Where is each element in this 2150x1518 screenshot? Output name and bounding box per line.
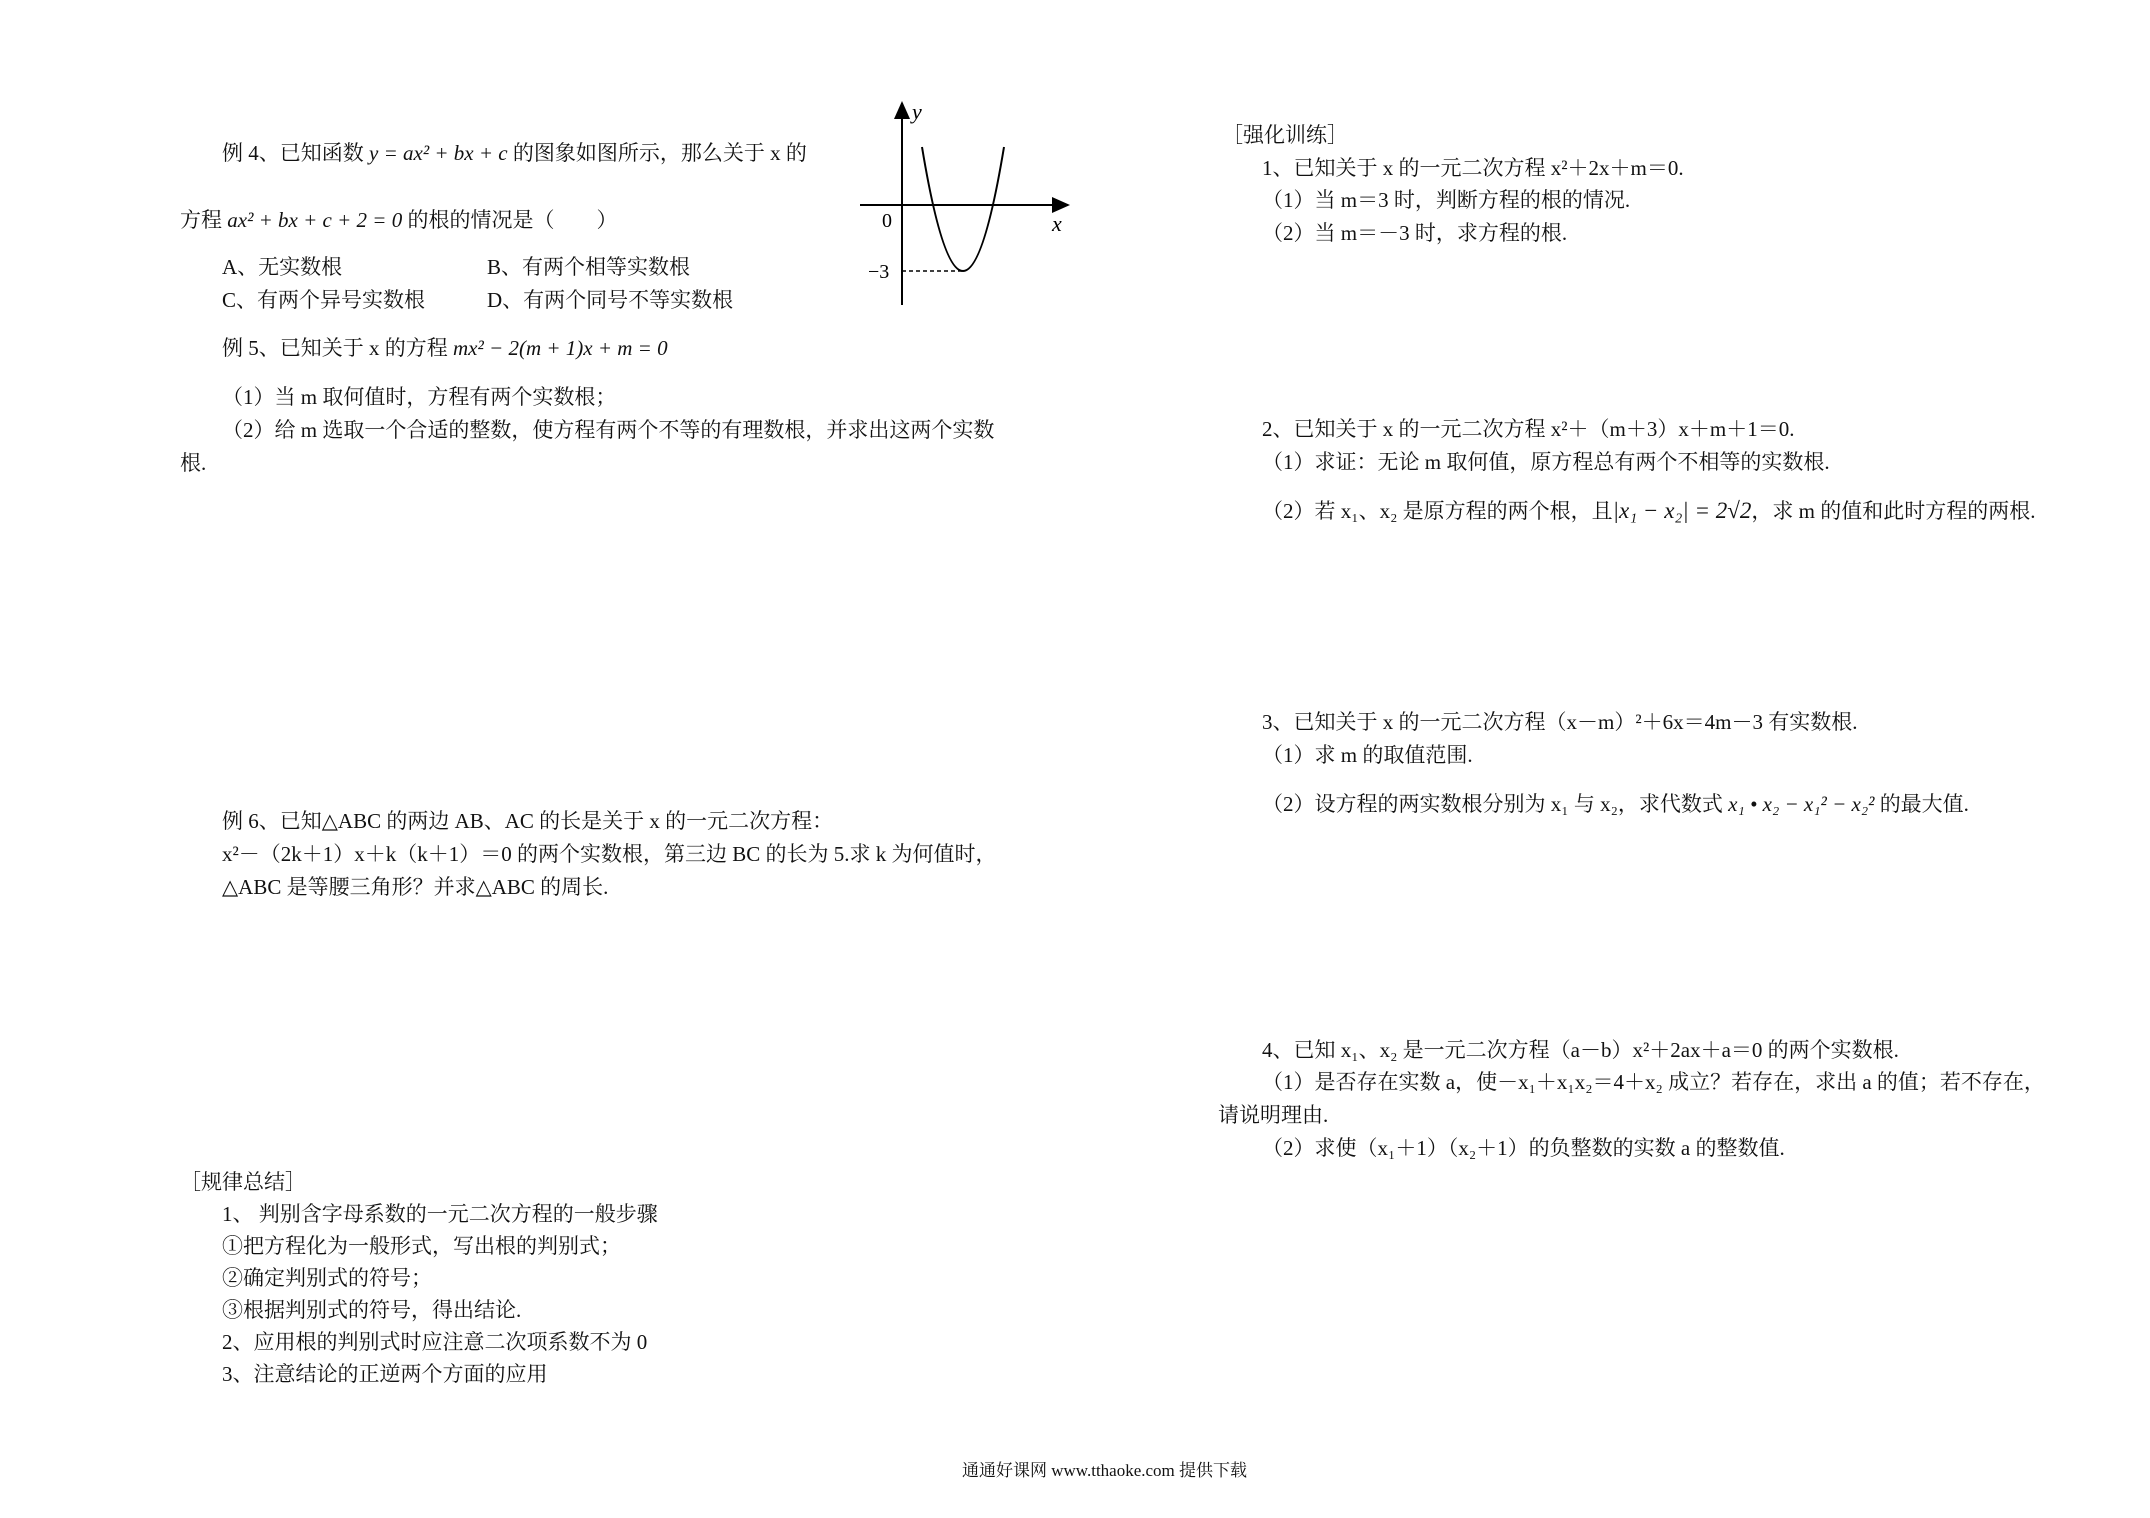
ex4-option-c: C、有两个异号实数根 [222, 288, 426, 312]
p3-question-1: （1）求 m 的取值范围. [1262, 743, 1473, 767]
parabola-curve [922, 147, 1004, 271]
summary-item: ①把方程化为一般形式，写出根的判别式； [222, 1234, 621, 1258]
ex6-line-2: x²－（2k＋1）x＋k（k＋1）＝0 的两个实数根，第三边 BC 的长为 5.求 k 为何值时， [222, 842, 997, 866]
summary-item: 1、 判别含字母系数的一元二次方程的一般步骤 [222, 1202, 658, 1226]
min-value-label: −3 [868, 261, 890, 283]
ex4-option-a: A、无实数根 [222, 255, 343, 279]
ex4-option-d: D、有两个同号不等实数根 [487, 288, 734, 312]
p2-question-1: （1）求证：无论 m 取何值，原方程总有两个不相等的实数根. [1262, 450, 1830, 474]
p1-question-2: （2）当 m＝－3 时，求方程的根. [1262, 221, 1568, 245]
p3-question-2: （2）设方程的两实数根分别为 x₁ 与 x₂，求代数式 x₁ • x₂ − x₁² − x₂² 的最大值. [1262, 792, 1969, 816]
ex5-question-2a: （2）给 m 选取一个合适的整数，使方程有两个不等的有理数根，并求出这两个实数 [222, 418, 995, 442]
p4-question-1a: （1）是否存在实数 a，使－x₁＋x₁x₂＝4＋x₂ 成立？若存在，求出 a 的值；若不存在， [1262, 1070, 2045, 1094]
p1-line-1: 1、已知关于 x 的一元二次方程 x²＋2x＋m＝0. [1262, 156, 1684, 180]
p1-question-1: （1）当 m＝3 时，判断方程的根的情况. [1262, 188, 1631, 212]
training-title: ［强化训练］ [1222, 123, 1348, 147]
ex4-line-1: 例 4、已知函数 y = ax² + bx + c 的图象如图所示，那么关于 x 的 [222, 141, 807, 165]
p3-expression: x₁ • x₂ − x₁² − x₂² [1728, 792, 1875, 816]
ex5-question-2b: 根. [180, 451, 207, 475]
ex4-line-2: 方程 ax² + bx + c + 2 = 0 的根的情况是（ ） [180, 208, 618, 232]
ex5-line-1: 例 5、已知关于 x 的方程 mx² − 2(m + 1)x + m = 0 [222, 336, 668, 360]
summary-item: 2、应用根的判别式时应注意二次项系数不为 0 [222, 1330, 648, 1354]
ex6-line-1: 例 6、已知△ABC 的两边 AB、AC 的长是关于 x 的一元二次方程： [222, 809, 834, 833]
y-axis-label: y [912, 99, 922, 124]
p4-question-1b: 请说明理由. [1218, 1103, 1329, 1127]
ex4-option-b: B、有两个相等实数根 [487, 255, 691, 279]
p2-line-1: 2、已知关于 x 的一元二次方程 x²＋（m＋3）x＋m＋1＝0. [1262, 417, 1795, 441]
ex5-equation: mx² − 2(m + 1)x + m = 0 [453, 336, 668, 360]
origin-label: 0 [882, 210, 892, 232]
summary-title: ［规律总结］ [180, 1170, 306, 1194]
p4-question-2: （2）求使（x₁＋1）（x₂＋1）的负整数的实数 a 的整数值. [1262, 1136, 1785, 1160]
ex6-line-3: △ABC 是等腰三角形？并求△ABC 的周长. [222, 875, 609, 899]
p2-abs-equation: |x₁ − x₂| = 2√2 [1612, 498, 1752, 523]
p2-question-2: （2）若 x₁、x₂ 是原方程的两个根，且|x₁ − x₂| = 2√2，求 m 的值和此时方程的两根. [1262, 498, 2036, 523]
summary-item: ③根据判别式的符号，得出结论. [222, 1298, 522, 1322]
x-axis-label: x [1052, 211, 1062, 236]
p4-line-1: 4、已知 x₁、x₂ 是一元二次方程（a－b）x²＋2ax＋a＝0 的两个实数根. [1262, 1038, 1899, 1062]
ex4-function: y = ax² + bx + c [369, 141, 508, 165]
ex4-equation: ax² + bx + c + 2 = 0 [227, 208, 403, 232]
p3-line-1: 3、已知关于 x 的一元二次方程（x－m）²＋6x＝4m－3 有实数根. [1262, 710, 1858, 734]
parabola-graph [860, 95, 1080, 310]
page-footer: 通通好课网 www.tthaoke.com 提供下载 [962, 1461, 1248, 1480]
ex5-question-1: （1）当 m 取何值时，方程有两个实数根； [222, 385, 617, 409]
summary-item: 3、注意结论的正逆两个方面的应用 [222, 1362, 548, 1386]
summary-item: ②确定判别式的符号； [222, 1266, 432, 1290]
